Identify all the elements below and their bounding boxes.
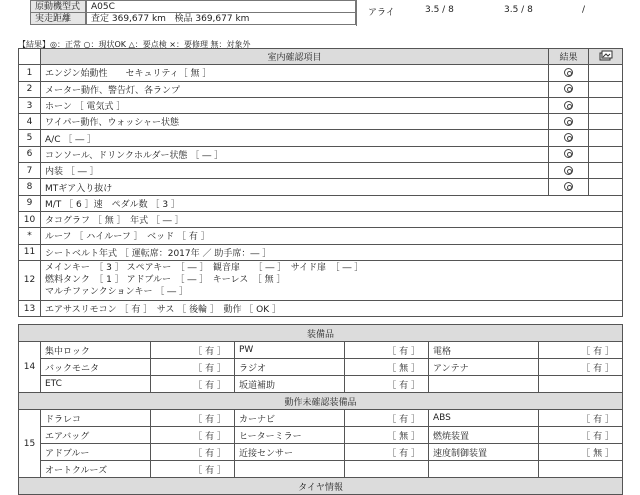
equipment-title: 装備品 <box>19 325 623 342</box>
key-info-line-3: マルチファンクションキー ［ ― ］ <box>45 287 189 298</box>
result-header: 結果 <box>549 49 589 65</box>
section-number: 15 <box>19 410 41 478</box>
photo-cell <box>589 114 623 130</box>
table-row: 10 タコグラフ ［ 無 ］ 年式 ［ ― ］ <box>19 211 623 227</box>
equipment-label: 燃焼装置 <box>429 427 539 444</box>
equipment-value: ［ 有 ］ <box>151 444 235 461</box>
interior-check-table <box>18 48 623 317</box>
vehicle-info-header <box>30 0 610 26</box>
key-info-line-2: 燃料タンク ［ 1 ］ アドブルー ［ ― ］ キーレス ［ 無 ］ <box>45 275 286 286</box>
equipment-label: オートクルーズ <box>41 461 151 478</box>
equipment-value: ［ 有 ］ <box>151 461 235 478</box>
equipment-label: ラジオ <box>235 359 345 376</box>
model-label: 原動機型式 <box>30 0 86 13</box>
alignment-label: アライ <box>368 8 395 18</box>
model-value: A05C <box>86 0 356 13</box>
equipment-label: ABS <box>429 410 539 427</box>
alignment-value-3: / <box>582 5 586 15</box>
equipment-label <box>429 461 539 478</box>
inspection-reading: 検品 369,677 km <box>174 14 250 24</box>
table-row <box>19 376 623 393</box>
meter-reading: 査定 369,677 km <box>91 14 166 24</box>
equipment-value: ［ 有 ］ <box>345 410 429 427</box>
result-cell <box>549 81 589 97</box>
equipment-label: ヒーターミラー <box>235 427 345 444</box>
table-row: 2 メーター動作、警告灯、各ランプ <box>19 81 623 97</box>
photo-cell <box>589 146 623 162</box>
equipment-value <box>345 461 429 478</box>
table-row: 13 エアサスリモコン ［ 有 ］ サス ［ 後輪 ］ 動作 ［ OK ］ <box>19 300 623 316</box>
mileage-label: 実走距離 <box>30 12 86 25</box>
photo-cell <box>589 65 623 81</box>
tire-header-row <box>19 478 623 495</box>
equipment-value: ［ 有 ］ <box>151 427 235 444</box>
photo-icon <box>599 50 613 61</box>
equipment-value: ［ 無 ］ <box>345 427 429 444</box>
result-cell <box>549 146 589 162</box>
equipment-label: 坂道補助 <box>235 376 345 393</box>
equipment-label: 近接センサー <box>235 444 345 461</box>
equipment-label: カーナビ <box>235 410 345 427</box>
result-cell <box>549 163 589 179</box>
photo-cell <box>589 130 623 146</box>
table-row <box>19 427 623 444</box>
equipment-label: 速度制御装置 <box>429 444 539 461</box>
equipment-value: ［ 無 ］ <box>539 444 623 461</box>
equipment-value: ［ 有 ］ <box>539 359 623 376</box>
unchecked-title: 動作未確認装備品 <box>19 393 623 410</box>
alignment-value-1: 3.5 / 8 <box>425 5 454 15</box>
tire-title: タイヤ情報 <box>19 478 623 495</box>
equipment-value: ［ 有 ］ <box>345 444 429 461</box>
table-row <box>19 444 623 461</box>
equipment-value <box>539 376 623 393</box>
result-cell <box>549 114 589 130</box>
table-row: 5 A/C ［ ― ］ <box>19 130 623 146</box>
equipment-value: ［ 有 ］ <box>539 410 623 427</box>
table-row <box>19 461 623 478</box>
photo-cell <box>589 81 623 97</box>
alignment-value-2: 3.5 / 8 <box>504 5 533 15</box>
equipment-table <box>18 324 623 495</box>
equipment-label: アンテナ <box>429 359 539 376</box>
table-row: 7 内装 ［ ― ］ <box>19 163 623 179</box>
unchecked-header-row <box>19 393 623 410</box>
table-row: * ルーフ ［ ハイルーフ ］ ベッド ［ 有 ］ <box>19 228 623 244</box>
table-row: 12 メインキー ［ 3 ］ スペアキー ［ ― ］ 観音扉 ［ ― ］ サイド扉 ［ ― ］ 燃料タンク ［ 1 ］ アドブルー ［ ― ］ キーレス ［ 無 ］ マルチファンクションキー ［ ― ］ <box>19 260 623 300</box>
photo-header <box>589 49 623 65</box>
mileage-value <box>86 12 356 25</box>
equipment-value: ［ 有 ］ <box>151 410 235 427</box>
result-cell <box>549 65 589 81</box>
key-info-line-1: メインキー ［ 3 ］ スペアキー ［ ― ］ 観音扉 ［ ― ］ サイド扉 ［ ― ］ <box>45 263 364 274</box>
double-circle-mark-icon <box>564 68 573 77</box>
photo-cell <box>589 163 623 179</box>
equipment-header-row <box>19 325 623 342</box>
equipment-label <box>235 461 345 478</box>
table-row: 4 ワイパー動作、ウォッシャー状態 <box>19 114 623 130</box>
equipment-value: ［ 有 ］ <box>151 342 235 359</box>
table-row: 11 シートベルト年式 ［ 運転席：2017年 ／ 助手席：― ］ <box>19 244 623 260</box>
photo-cell <box>589 179 623 195</box>
equipment-value: ［ 有 ］ <box>345 342 429 359</box>
result-cell <box>549 179 589 195</box>
table-row <box>19 359 623 376</box>
equipment-value: ［ 有 ］ <box>151 359 235 376</box>
double-circle-mark-icon <box>564 166 573 175</box>
equipment-label: ETC <box>41 376 151 393</box>
equipment-label: 集中ロック <box>41 342 151 359</box>
equipment-label <box>429 376 539 393</box>
equipment-label: アドブルー <box>41 444 151 461</box>
table-row <box>19 342 623 359</box>
equipment-value: ［ 有 ］ <box>345 376 429 393</box>
table-row <box>19 410 623 427</box>
table-row: 6 コンソール、ドリンクホルダー状態 ［ ― ］ <box>19 146 623 162</box>
equipment-value: ［ 有 ］ <box>539 342 623 359</box>
interior-title: 室内確認項目 <box>41 49 549 65</box>
double-circle-mark-icon <box>564 133 573 142</box>
table-row: 1 エンジン始動性 セキュリティ［ 無 ］ <box>19 65 623 81</box>
result-legend: 【結果】◎：正常 ○：現状OK △：要点検 ×：要修理 無：対象外 <box>18 40 251 49</box>
equipment-value <box>539 461 623 478</box>
equipment-value: ［ 無 ］ <box>345 359 429 376</box>
result-cell <box>549 130 589 146</box>
double-circle-mark-icon <box>564 84 573 93</box>
equipment-label: 電格 <box>429 342 539 359</box>
double-circle-mark-icon <box>564 182 573 191</box>
table-row: 9 M/T ［ 6 ］速 ペダル数 ［ 3 ］ <box>19 195 623 211</box>
equipment-label: PW <box>235 342 345 359</box>
equipment-label: ドラレコ <box>41 410 151 427</box>
section-number: 14 <box>19 342 41 393</box>
table-row: 3 ホーン ［ 電気式 ］ <box>19 97 623 113</box>
double-circle-mark-icon <box>564 101 573 110</box>
equipment-label: エアバッグ <box>41 427 151 444</box>
equipment-label: バックモニタ <box>41 359 151 376</box>
equipment-value: ［ 有 ］ <box>539 427 623 444</box>
double-circle-mark-icon <box>564 117 573 126</box>
interior-header-row <box>19 49 623 65</box>
equipment-value: ［ 有 ］ <box>151 376 235 393</box>
result-cell <box>549 97 589 113</box>
double-circle-mark-icon <box>564 149 573 158</box>
table-row: 8 MTギア入り抜け <box>19 179 623 195</box>
photo-cell <box>589 97 623 113</box>
